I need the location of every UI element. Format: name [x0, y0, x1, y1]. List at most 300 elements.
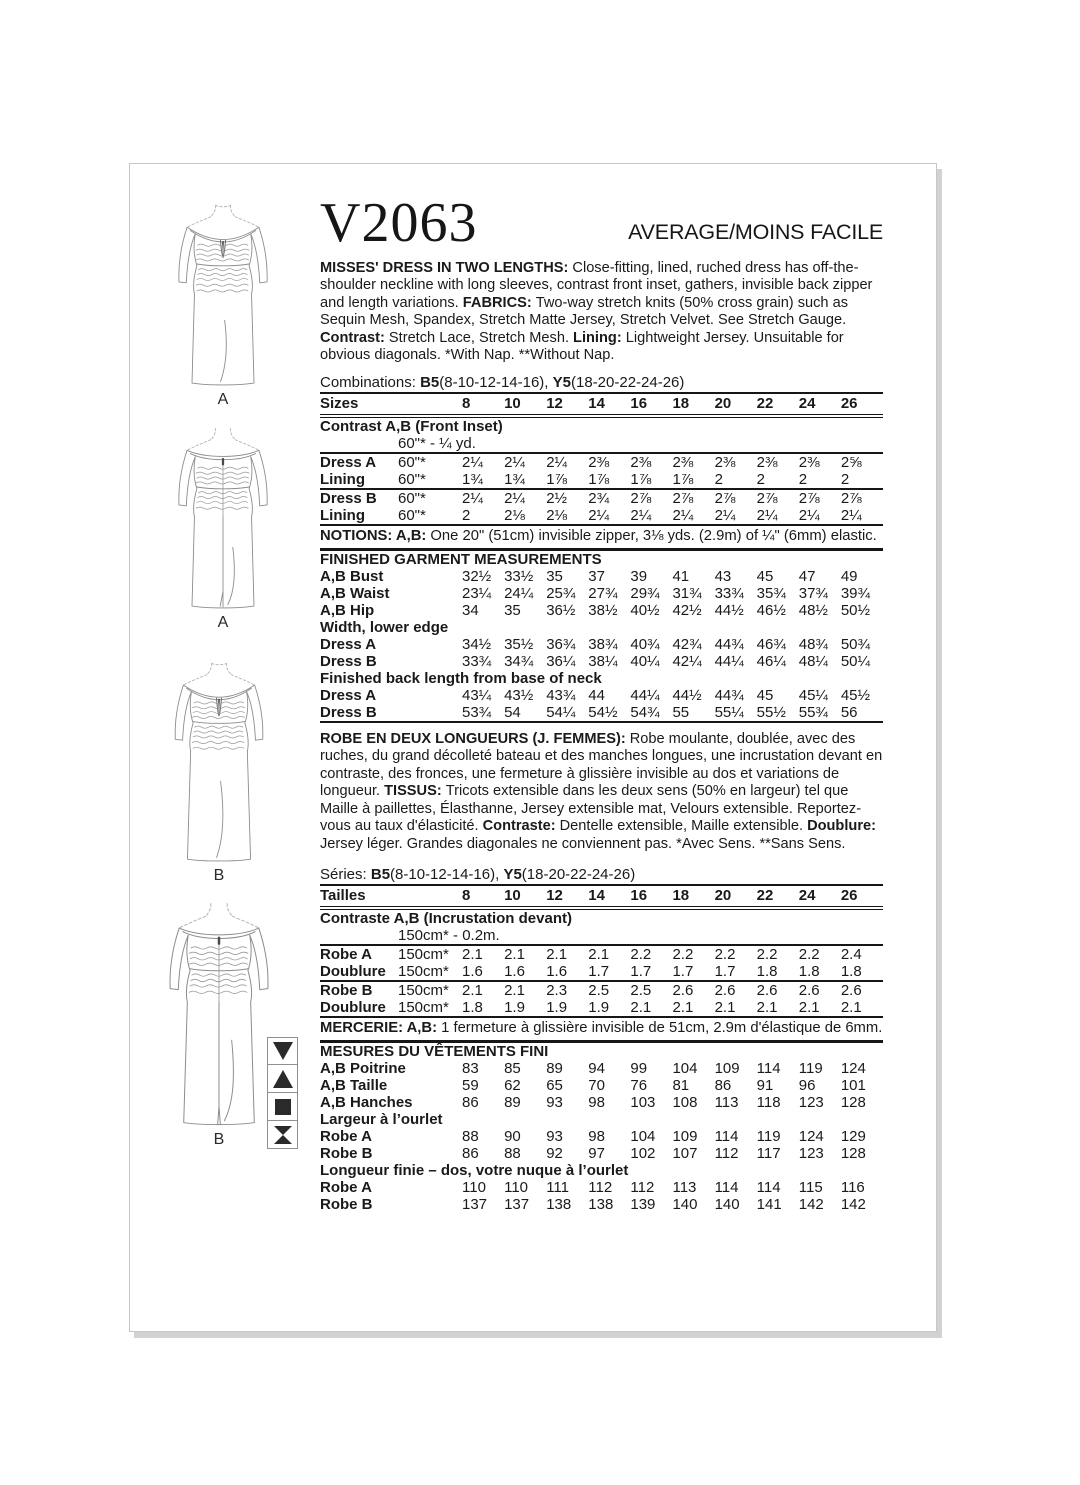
cell: 2.6: [715, 981, 757, 999]
table-row-section: [320, 1111, 883, 1128]
cell: 2.1: [798, 999, 820, 1017]
row-label: Contrast A,B (Front Inset): [320, 417, 503, 435]
cell: 128: [840, 1094, 866, 1112]
cell: 46¼: [756, 652, 786, 670]
cell: 112: [588, 1179, 613, 1197]
cell: 1.7: [672, 963, 694, 981]
table-row-sub: [320, 927, 883, 945]
cell: 8: [462, 885, 504, 908]
row-label: Longueur finie – dos, votre nuque à l’ourlet: [320, 1162, 629, 1180]
row-label: A,B Hip: [320, 601, 375, 619]
row-label: Robe B: [320, 1196, 373, 1214]
row-label: MESURES DU VÊTEMENTS FINI: [320, 1043, 549, 1061]
cell: 150cm*: [398, 981, 462, 999]
cell: 40¾: [630, 635, 660, 653]
cell: 81: [672, 1077, 690, 1095]
cell: 16: [630, 885, 672, 908]
cell: 119: [756, 1128, 781, 1146]
cell: 2⅞: [630, 489, 672, 507]
row-label: Contraste A,B (Incrustation devant): [320, 910, 572, 928]
cell: 1.8: [798, 963, 820, 981]
row-label: A,B Taille: [320, 1077, 388, 1095]
row-label: A,B Waist: [320, 584, 390, 602]
cell: 54¼: [546, 703, 576, 721]
row-label: Dress A: [320, 686, 377, 704]
cell: 2: [798, 470, 808, 488]
text-segment: TISSUS:: [384, 783, 446, 800]
triangle-up-icon: [272, 1069, 294, 1089]
cell: 10: [504, 885, 546, 908]
cell: 1.6: [546, 963, 568, 981]
cell: 2.2: [756, 946, 778, 964]
row-label: Dress B: [320, 652, 377, 670]
cell: 14: [588, 885, 630, 908]
cell: 103: [630, 1094, 656, 1112]
cell: 2.5: [588, 981, 630, 999]
cell: 1¾: [462, 470, 483, 488]
cell: 35½: [504, 635, 534, 653]
cell: 54: [504, 703, 521, 721]
cell: 104: [672, 1060, 698, 1078]
pattern-number: V2063: [320, 192, 478, 254]
table-row-meas: [320, 1196, 883, 1213]
table-row-section: [320, 908, 883, 927]
text-segment: Y5: [503, 866, 522, 884]
row-label: Largeur à l’ourlet: [320, 1111, 443, 1129]
cell: 42¼: [672, 652, 702, 670]
cell: 2¼: [504, 453, 525, 471]
pattern-instruction-sheet: [129, 163, 937, 1332]
text-segment: Combinations:: [320, 373, 421, 391]
cell: 36½: [546, 601, 576, 619]
cell: 2¼: [588, 506, 610, 524]
cell: 50¼: [840, 652, 871, 670]
row-label: Lining: [320, 506, 365, 524]
text-segment: ROBE EN DEUX LONGUEURS (J. FEMMES):: [320, 730, 630, 747]
cell: 2⅝: [840, 453, 862, 471]
cell: 123: [798, 1094, 824, 1112]
finished-measurements-table-english: [320, 551, 883, 723]
cell: 44¼: [714, 652, 744, 670]
cell: 45½: [840, 686, 871, 704]
cell: 2: [840, 470, 850, 488]
cell: 2.1: [504, 981, 546, 999]
row-label: Dress A: [320, 453, 377, 471]
figure-dress-a-back: [148, 425, 298, 632]
symbol-box: [267, 1065, 298, 1093]
row-label: [320, 927, 398, 945]
table-row-section: [320, 1162, 883, 1179]
cell: 40½: [630, 601, 660, 619]
table-row-meas: [320, 1077, 883, 1094]
cell: 24: [799, 393, 841, 416]
description-french: [320, 731, 883, 854]
cell: 116: [840, 1179, 865, 1197]
cell: 70: [588, 1077, 605, 1095]
row-label: Sizes: [320, 393, 398, 416]
cell: 88: [504, 1145, 521, 1163]
cell: 34½: [462, 635, 492, 653]
cell: 101: [840, 1077, 866, 1095]
cell: 118: [756, 1094, 781, 1112]
cell: 2¼: [840, 506, 862, 524]
cell: 94: [588, 1060, 605, 1078]
table-row-data: [320, 507, 883, 525]
yardage-table-french: [320, 884, 883, 1018]
header-row: [320, 192, 883, 254]
cell: 12: [546, 393, 588, 416]
dress-a-front-sketch: [163, 202, 283, 388]
cell: 50¾: [840, 635, 871, 653]
cell: 2¼: [462, 489, 504, 507]
text-segment: Tricots extensible dans les deux sens (50% en largeur) tel que Maille à paillettes, Élasthanne, Jersey extensible mat, Velours extensible. Reportez-vous au taux d'élasticité.: [320, 783, 862, 835]
text-segment: (18-20-22-24-26): [571, 373, 685, 391]
cell: 2.1: [630, 999, 652, 1017]
cell: 24: [799, 885, 841, 908]
cell: 2.5: [630, 981, 672, 999]
row-label: Dress B: [320, 489, 398, 507]
cell: 45: [756, 567, 774, 585]
cell: 26: [841, 393, 883, 416]
cell: 150cm*: [398, 963, 449, 981]
table-row-data: [320, 999, 883, 1017]
text-segment: B5: [420, 373, 440, 391]
cell: 91: [756, 1077, 774, 1095]
cell: 34: [462, 601, 479, 619]
table-row-data: [320, 945, 883, 963]
table-row-meas: [320, 636, 883, 653]
cell: 18: [672, 885, 714, 908]
table-row-meas: [320, 704, 883, 722]
row-label: Width, lower edge: [320, 618, 449, 636]
cell: 1.7: [588, 963, 610, 981]
table-row-sub: [320, 435, 883, 453]
cell: 2¼: [672, 506, 694, 524]
cell: 2.1: [462, 946, 483, 964]
symbol-box: [267, 1121, 298, 1149]
cell: 43½: [504, 686, 534, 704]
cell: 111: [546, 1179, 569, 1197]
cell: 140: [672, 1196, 698, 1214]
cell: 2¼: [714, 506, 736, 524]
cell: 38½: [588, 601, 618, 619]
cell: 44½: [672, 686, 702, 704]
figure-label: B: [213, 1131, 225, 1148]
cell: 2.2: [714, 946, 736, 964]
dress-b-front-sketch: [159, 660, 279, 864]
cell: 83: [462, 1060, 479, 1078]
cell: 47: [798, 567, 816, 585]
cell: 138: [588, 1196, 614, 1214]
text-segment: Contrast:: [320, 329, 389, 346]
row-label: Finished back length from base of neck: [320, 669, 602, 687]
cell: 44¾: [714, 686, 744, 704]
cell: 2.1: [672, 999, 694, 1017]
cell: 2.6: [672, 981, 714, 999]
cell: 31¾: [672, 584, 702, 602]
table-row-section: [320, 619, 883, 636]
cell: 48¾: [798, 635, 828, 653]
cell: 36¼: [546, 652, 576, 670]
table-row-data: [320, 963, 883, 981]
text-segment: B5: [370, 866, 391, 884]
cell: 41: [672, 567, 690, 585]
cell: 45¼: [798, 686, 828, 704]
cell: 2⅞: [715, 489, 757, 507]
table-row-meas: [320, 568, 883, 585]
cell: 140: [714, 1196, 740, 1214]
notions-line: [320, 526, 883, 551]
figure-label: A: [217, 391, 229, 408]
dress-a-back-sketch: [163, 425, 283, 611]
table-row-meas: [320, 1128, 883, 1145]
cell: 35¾: [756, 584, 786, 602]
cell: 142: [798, 1196, 824, 1214]
text-segment: (18-20-22-24-26): [521, 866, 636, 884]
cell: 59: [462, 1077, 479, 1095]
cell: 2.2: [798, 946, 820, 964]
cell: 2⅜: [630, 453, 652, 471]
text-segment: FABRICS:: [462, 294, 536, 311]
cell: 109: [672, 1128, 698, 1146]
text-segment: (8-10-12-14-16),: [439, 373, 553, 391]
combinations-line: [320, 374, 883, 392]
cell: 99: [630, 1060, 648, 1078]
cell: 2.4: [840, 946, 862, 964]
cell: 109: [714, 1060, 740, 1078]
row-label: Lining: [320, 470, 365, 488]
cell: 54¾: [630, 703, 660, 721]
cell: [398, 393, 462, 416]
cell: 39¾: [840, 584, 871, 602]
cell: 34¾: [504, 652, 534, 670]
text-segment: Contraste:: [482, 818, 560, 835]
cell: 54½: [588, 703, 618, 721]
cell: 60"*: [398, 453, 426, 471]
cell: 117: [756, 1145, 781, 1163]
cell: 2⅞: [841, 489, 883, 507]
table-row-data: [320, 489, 883, 507]
cell: 35: [546, 567, 563, 585]
cell: 60"* - ¼ yd.: [398, 435, 883, 453]
cell: 22: [757, 885, 799, 908]
cell: 38¼: [588, 652, 618, 670]
cell: 123: [798, 1145, 824, 1163]
content-column: [320, 192, 883, 1214]
table-row-section: [320, 416, 883, 435]
cell: 2⅛: [504, 506, 525, 524]
figure-dress-b-front: [144, 660, 294, 885]
row-label: Robe A: [320, 946, 372, 964]
cell: 8: [462, 393, 504, 416]
yardage-table-english: [320, 392, 883, 526]
cell: 98: [588, 1128, 605, 1146]
finished-measurements-table-french: [320, 1043, 883, 1213]
cell: 150cm* - 0.2m.: [398, 927, 883, 945]
cell: 128: [840, 1145, 866, 1163]
cell: 48½: [798, 601, 828, 619]
row-label: Doublure: [320, 963, 386, 981]
cell: 139: [630, 1196, 656, 1214]
mercerie-line: [320, 1018, 883, 1043]
row-label: Tailles: [320, 885, 398, 908]
cell: 1.8: [756, 963, 778, 981]
cell: 37: [588, 567, 605, 585]
cell: 20: [715, 393, 757, 416]
text-segment: One 20" (51cm) invisible zipper, 3⅛ yds. (2.9m) of ¼" (6mm) elastic.: [430, 527, 877, 544]
text-segment: Doublure:: [807, 818, 876, 835]
cell: 40¼: [630, 652, 660, 670]
cell: 2: [756, 470, 765, 488]
cell: 1⅞: [588, 470, 610, 488]
cell: 90: [504, 1128, 521, 1146]
cell: 1.6: [462, 963, 483, 981]
cell: 2¼: [630, 506, 652, 524]
text-segment: Séries:: [320, 866, 371, 884]
cell: 88: [462, 1128, 479, 1146]
table-row-meas: [320, 687, 883, 704]
cell: 104: [630, 1128, 656, 1146]
cell: 1.7: [630, 963, 652, 981]
cell: 62: [504, 1077, 521, 1095]
figure-label: B: [213, 867, 225, 884]
description-english: [320, 260, 883, 365]
cell: 33½: [504, 567, 534, 585]
cell: 2⅞: [672, 489, 714, 507]
cell: 16: [630, 393, 672, 416]
cell: 129: [840, 1128, 866, 1146]
cell: 93: [546, 1128, 563, 1146]
cell: 142: [840, 1196, 866, 1214]
cell: 97: [588, 1145, 605, 1163]
cell: 49: [840, 567, 858, 585]
cell: 35: [504, 601, 521, 619]
cell: 12: [546, 885, 588, 908]
cell: 138: [546, 1196, 572, 1214]
cell: 113: [672, 1179, 697, 1197]
table-row-meas: [320, 1060, 883, 1077]
cell: 39: [630, 567, 648, 585]
cell: 107: [672, 1145, 698, 1163]
table-row-header: [320, 393, 883, 416]
text-segment: (8-10-12-14-16),: [390, 866, 504, 884]
text-segment: MERCERIE: A,B:: [320, 1020, 442, 1037]
cell: 55½: [756, 703, 786, 721]
cell: 44: [588, 686, 605, 704]
cell: 96: [798, 1077, 816, 1095]
cell: 108: [672, 1094, 698, 1112]
cell: 1⅞: [546, 470, 568, 488]
cell: 20: [715, 885, 757, 908]
text-segment: Lightweight Jersey. Unsuitable for obvious diagonals. *With Nap. **Without Nap.: [320, 329, 844, 364]
cell: 150cm*: [398, 946, 449, 964]
cell: 46¾: [756, 635, 786, 653]
cell: 2¼: [504, 489, 546, 507]
cell: 37¾: [798, 584, 828, 602]
cell: 65: [546, 1077, 563, 1095]
table-row-meas: [320, 653, 883, 670]
cell: 89: [546, 1060, 563, 1078]
cell: 56: [840, 703, 858, 721]
cell: 2¾: [588, 489, 630, 507]
cell: 137: [462, 1196, 488, 1214]
cell: 2.1: [714, 999, 736, 1017]
row-label: Robe B: [320, 981, 398, 999]
cell: 22: [757, 393, 799, 416]
table-row-data: [320, 453, 883, 471]
cell: 2⅞: [799, 489, 841, 507]
cell: 86: [714, 1077, 732, 1095]
difficulty-rating: AVERAGE/MOINS FACILE: [628, 219, 883, 244]
row-label: Robe A: [320, 1128, 372, 1146]
cell: 2¼: [546, 453, 568, 471]
dress-b-back-sketch: [159, 900, 279, 1128]
cell: 113: [714, 1094, 739, 1112]
cell: 25¾: [546, 584, 576, 602]
cell: 86: [462, 1145, 479, 1163]
cell: 110: [504, 1179, 529, 1197]
row-label: A,B Poitrine: [320, 1060, 406, 1078]
cell: 2¼: [756, 506, 778, 524]
cell: 55¼: [714, 703, 744, 721]
cell: 36¾: [546, 635, 576, 653]
symbol-box: [267, 1093, 298, 1121]
row-label: Robe B: [320, 1145, 373, 1163]
text-segment: Y5: [552, 373, 571, 391]
cell: 1¾: [504, 470, 525, 488]
triangle-down-icon: [272, 1041, 294, 1061]
cell: 1.8: [840, 963, 862, 981]
cell: 2¼: [462, 453, 483, 471]
cell: 2⅜: [798, 453, 820, 471]
cell: 1⅞: [630, 470, 652, 488]
cell: 93: [546, 1094, 563, 1112]
cell: 112: [630, 1179, 655, 1197]
cell: 53¾: [462, 703, 492, 721]
cell: 2.1: [756, 999, 778, 1017]
cell: 2.6: [841, 981, 883, 999]
cell: 2½: [546, 489, 588, 507]
cell: 85: [504, 1060, 521, 1078]
text-segment: NOTIONS: A,B:: [320, 527, 431, 544]
cell: 18: [672, 393, 714, 416]
symbol-box: [267, 1037, 298, 1065]
series-line: [320, 866, 883, 884]
hourglass-icon: [272, 1125, 294, 1145]
cell: 50½: [840, 601, 871, 619]
figure-dress-a-front: [148, 202, 298, 409]
cell: 1.9: [588, 999, 610, 1017]
cell: 92: [546, 1145, 563, 1163]
cell: 2.6: [799, 981, 841, 999]
row-label: A,B Bust: [320, 567, 384, 585]
cell: 2⅜: [756, 453, 778, 471]
cell: 26: [841, 885, 883, 908]
text-segment: 1 fermeture à glissière invisible de 51cm, 2.9m d'élastique de 6mm.: [441, 1020, 883, 1037]
table-row-meas: [320, 1179, 883, 1196]
cell: 141: [756, 1196, 782, 1214]
cell: 2.1: [462, 981, 504, 999]
cell: 114: [756, 1060, 781, 1078]
table-row-meas: [320, 1094, 883, 1111]
table-row-title: [320, 551, 883, 568]
cell: 150cm*: [398, 999, 449, 1017]
cell: 102: [630, 1145, 656, 1163]
cell: 60"*: [398, 506, 426, 524]
table-row-data: [320, 471, 883, 489]
cell: 38¾: [588, 635, 618, 653]
cell: 10: [504, 393, 546, 416]
